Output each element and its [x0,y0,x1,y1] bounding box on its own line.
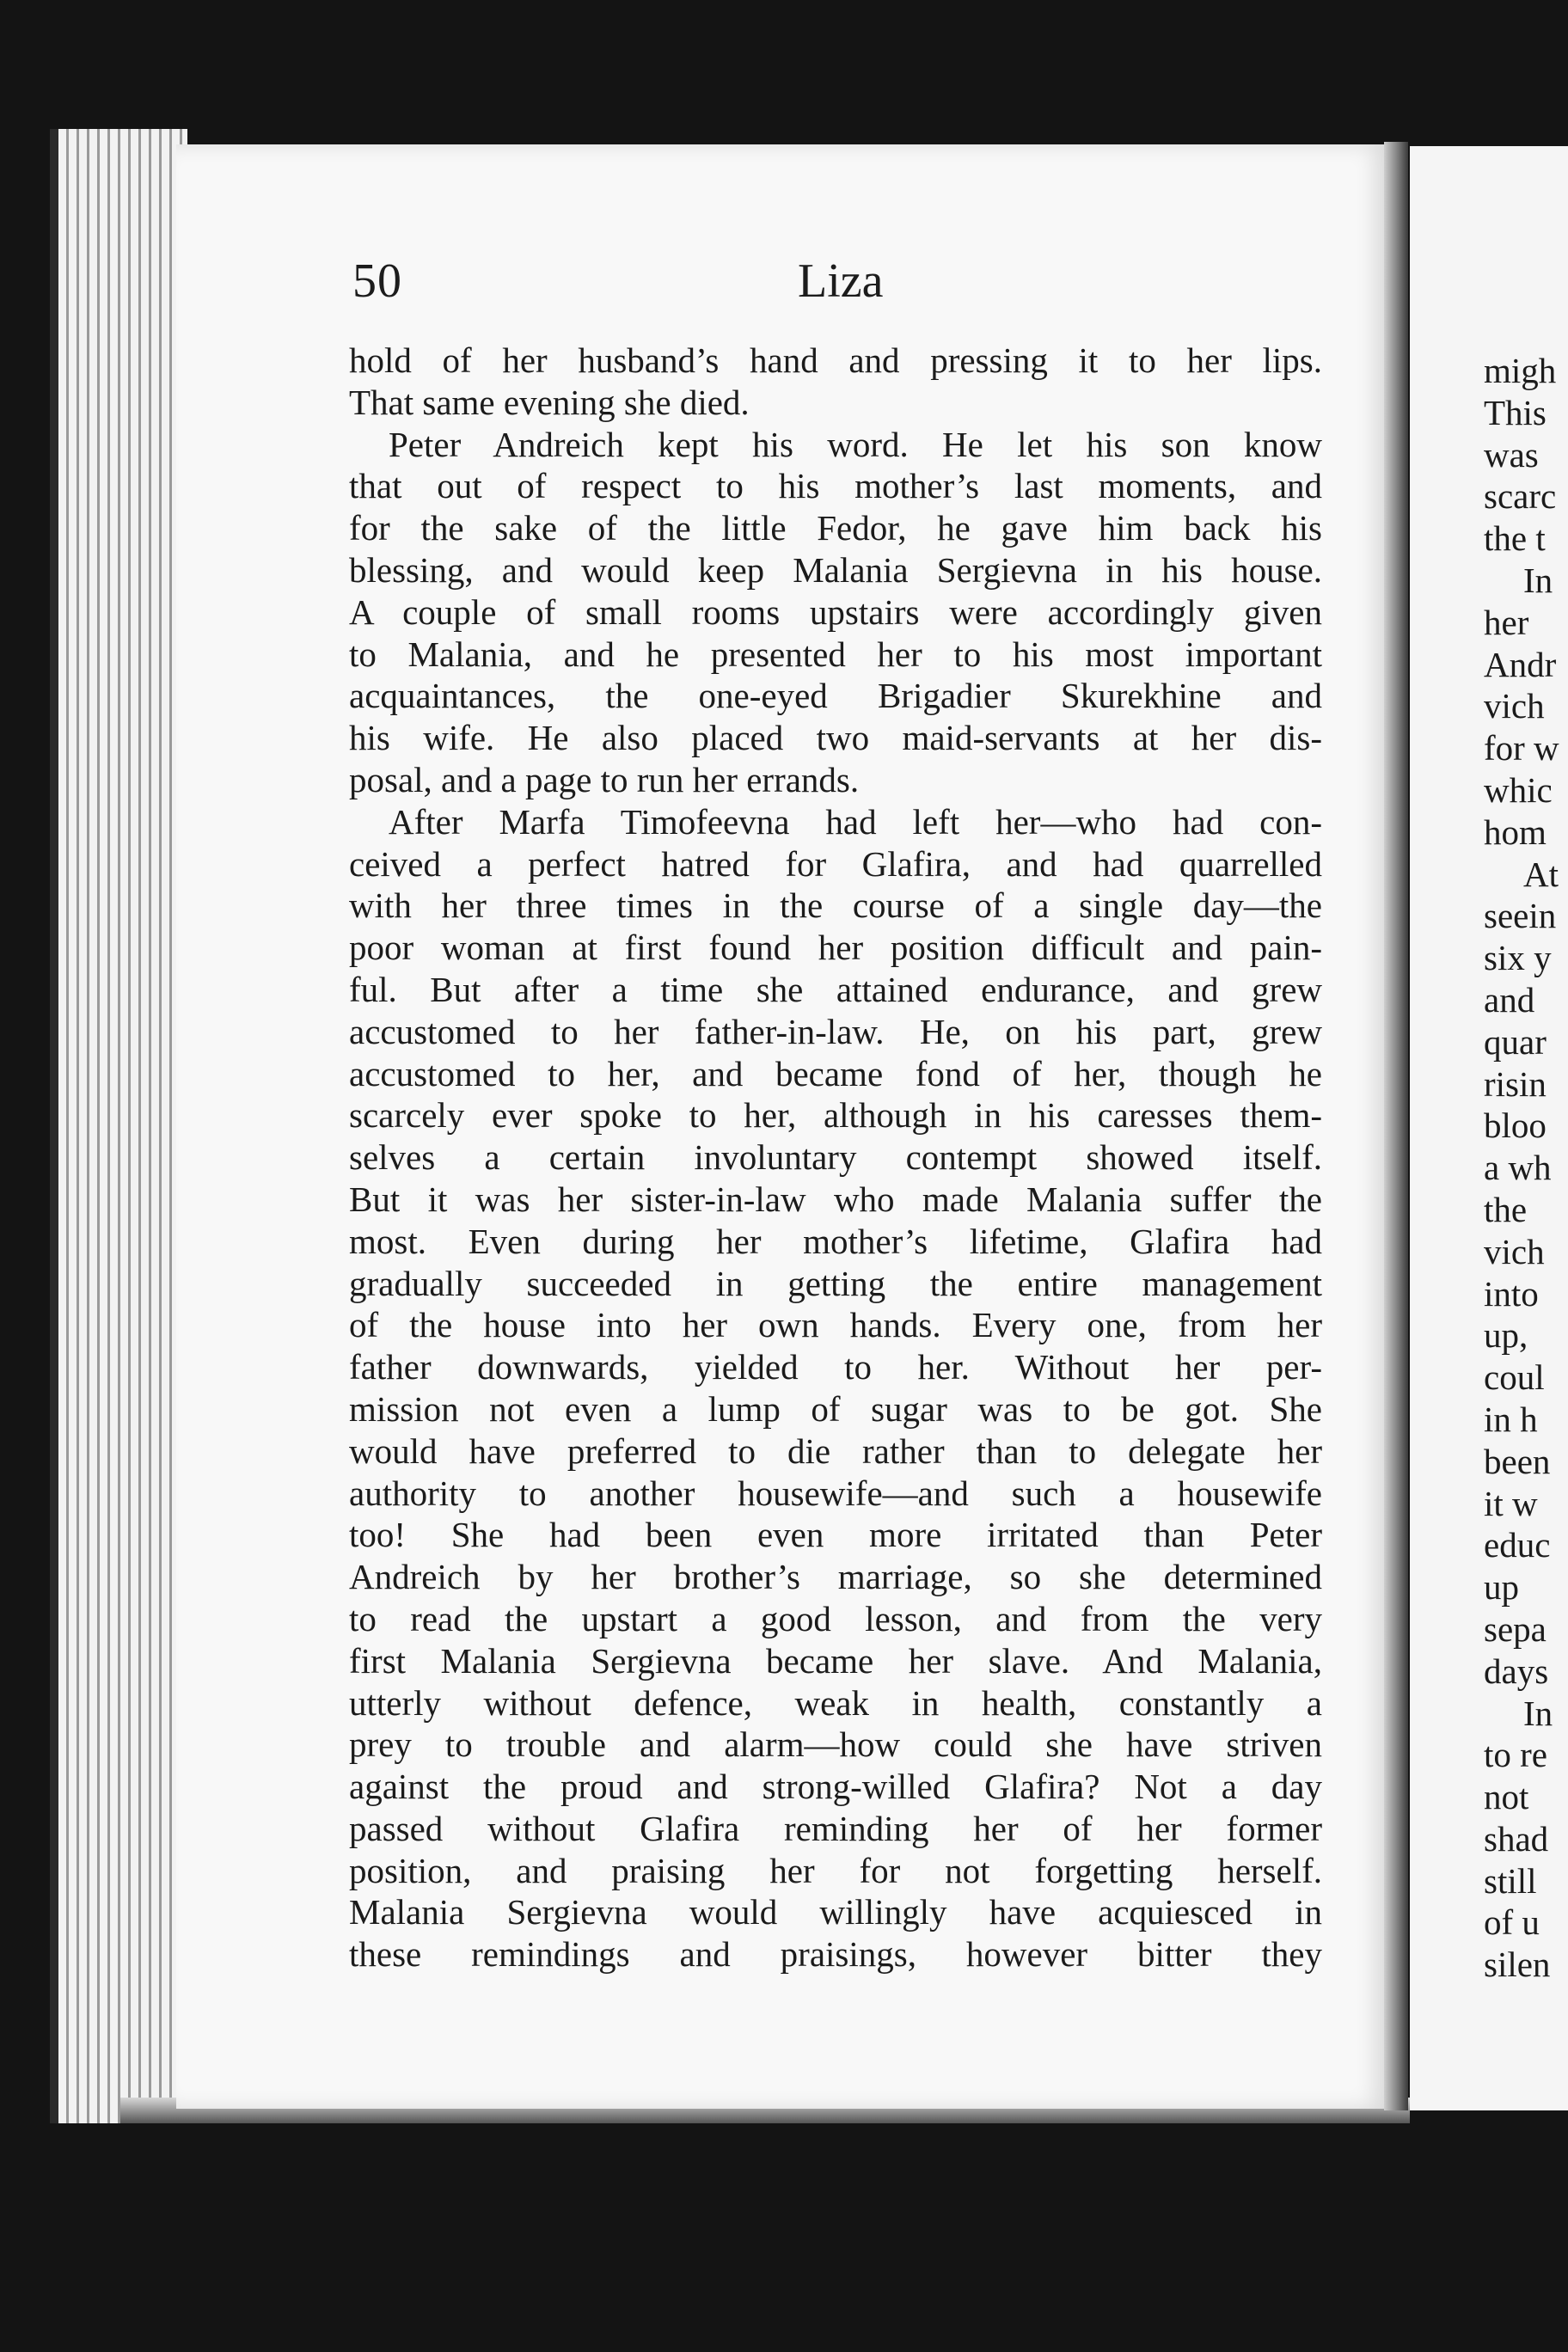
text-line: posal, and a page to run her errands. [349,759,860,799]
text-line-fragment: was [1484,434,1539,475]
text-line: Peter Andreich kept his word. He let his son know [389,424,1322,464]
text-line-fragment: At [1523,854,1559,894]
text-line-fragment: six y [1484,938,1552,978]
text-line-fragment: up, [1484,1315,1528,1356]
text-line: most. Even during her mother’s lifetime, Glafira had [349,1221,1322,1261]
text-line: blessing, and would keep Malania Sergievna in his house. [349,549,1322,590]
text-line-fragment: vich [1484,686,1545,726]
text-line-fragment: risin [1484,1063,1547,1104]
text-line: father downwards, yielded to her. Without her per- [349,1347,1322,1387]
text-line-fragment: the t [1484,518,1546,559]
text-line: After Marfa Timofeevna had left her—who had con- [389,801,1322,842]
text-line-fragment: coul [1484,1357,1545,1398]
text-line: to read the upstart a good lesson, and from the very [349,1598,1322,1638]
text-line-fragment: up [1484,1567,1519,1608]
text-line-fragment: of u [1484,1902,1540,1943]
text-line: gradually succeeded in getting the entire management [349,1263,1322,1303]
text-line: poor woman at first found her position difficult and pain- [349,928,1322,968]
text-line-fragment: In [1523,560,1553,600]
text-line-fragment: days [1484,1651,1549,1691]
text-line-fragment: to re [1484,1735,1547,1775]
text-line-fragment: shad [1484,1818,1549,1859]
text-line: accustomed to her, and became fond of her, though he [349,1053,1322,1093]
text-line: too! She had been even more irritated than Peter [349,1515,1322,1555]
text-line: these remindings and praisings, however bitter they [349,1934,1322,1975]
text-line: Malania Sergievna would willingly have acquiesced in [349,1892,1322,1932]
text-line: selves a certain involuntary contempt showed itself. [349,1137,1322,1178]
text-line: first Malania Sergievna became her slave. And Malania, [349,1640,1322,1681]
text-line-fragment: not [1484,1777,1529,1817]
text-line-fragment: bloo [1484,1106,1547,1146]
text-line: ceived a perfect hatred for Glafira, and had quarrelled [349,843,1322,884]
text-line-fragment: been [1484,1441,1551,1481]
text-line-fragment: her [1484,602,1529,642]
text-line-fragment: and [1484,979,1535,1020]
text-line: utterly without defence, weak in health, constantly a [349,1682,1322,1723]
text-line: would have preferred to die rather than to delegate her [349,1430,1322,1471]
text-line: position, and praising her for not forgetting herself. [349,1850,1322,1890]
text-line-fragment: sepa [1484,1608,1547,1649]
text-line-fragment: the [1484,1189,1528,1229]
left-page-body-text [349,340,1322,1975]
text-line: But it was her sister-in-law who made Malania suffer the [349,1179,1322,1219]
text-line-fragment: migh [1484,351,1557,390]
text-line: A couple of small rooms upstairs were accordingly given [349,591,1322,632]
text-line: authority to another housewife—and such a housewife [349,1473,1322,1513]
text-line: that out of respect to his mother’s last moments, and [349,466,1322,506]
page-edges [50,129,187,2123]
text-line: to Malania, and he presented her to his most important [349,634,1322,674]
text-line: That same evening she died. [349,382,750,422]
right-page-body-text [1484,350,1568,1986]
text-line-fragment: Andr [1484,644,1557,684]
text-line-fragment: still [1484,1860,1537,1901]
text-line-fragment: for w [1484,728,1559,769]
text-line-fragment: a wh [1484,1148,1552,1188]
text-line-fragment: seein [1484,896,1557,936]
text-line: his wife. He also placed two maid-servants at her dis- [349,718,1322,758]
book-gutter [1384,142,1408,2110]
text-line: mission not even a lump of sugar was to be got. She [349,1388,1322,1429]
text-line: scarcely ever spoke to her, although in his caresses them- [349,1095,1322,1136]
text-line: ful. But after a time she attained endurance, and grew [349,969,1322,1009]
text-line: prey to trouble and alarm—how could she have striven [349,1724,1322,1765]
running-title: Liza [798,254,884,308]
text-line: with her three times in the course of a single day—the [349,885,1322,926]
text-line-fragment: it w [1484,1483,1538,1523]
text-line-fragment: hom [1484,812,1547,852]
text-line-fragment: into [1484,1273,1539,1314]
text-line-fragment: vich [1484,1231,1545,1271]
text-line: accustomed to her father-in-law. He, on his part, grew [349,1011,1322,1051]
text-line-fragment: in h [1484,1399,1538,1439]
text-line-fragment: whic [1484,769,1553,810]
page-number: 50 [352,254,402,308]
text-line: for the sake of the little Fedor, he gave him back his [349,508,1322,548]
text-line: acquaintances, the one-eyed Brigadier Skurekhine and [349,676,1322,716]
text-line: Andreich by her brother’s marriage, so she determined [349,1557,1322,1597]
text-line: passed without Glafira reminding her of her former [349,1808,1322,1848]
text-line-fragment: silen [1484,1945,1551,1985]
text-line-fragment: This [1484,392,1547,432]
text-line: hold of her husband’s hand and pressing it to her lips. [349,340,1322,380]
text-line-fragment: educ [1484,1525,1551,1565]
text-line: against the proud and strong-willed Glafira? Not a day [349,1767,1322,1807]
text-line-fragment: scarc [1484,476,1557,517]
text-line-fragment: In [1523,1693,1553,1733]
text-line-fragment: quar [1484,1021,1547,1062]
text-line: of the house into her own hands. Every one, from her [349,1305,1322,1345]
